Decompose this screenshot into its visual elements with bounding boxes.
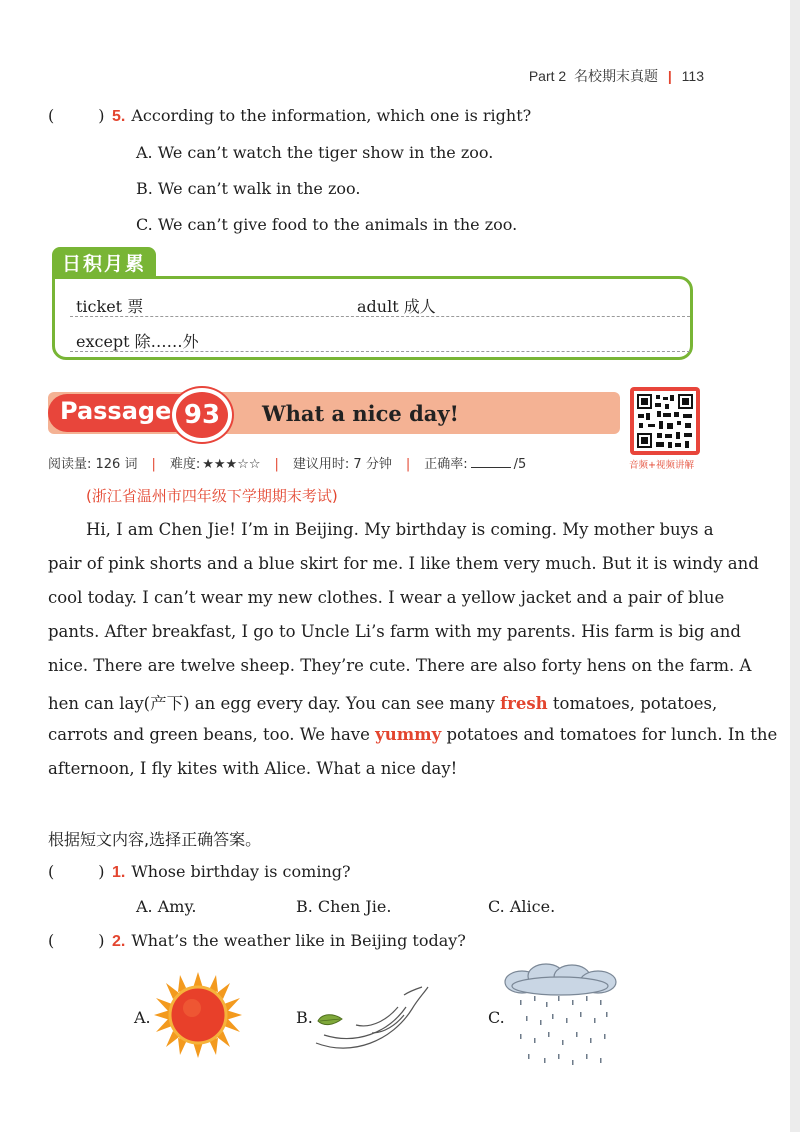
qr-caption: 音频+视频讲解 — [629, 460, 694, 471]
vocab-item: except 除……外 — [76, 332, 199, 351]
option-a[interactable]: A. Amy. — [136, 897, 197, 916]
answer-paren-open[interactable]: ( — [48, 931, 55, 950]
page-header — [529, 66, 704, 86]
passage-line: pants. After breakfast, I go to Uncle Li’s farm with my parents. His farm is big and — [48, 622, 741, 641]
passage-line: Hi, I am Chen Jie! I’m in Beijing. My birthday is coming. My mother buys a — [86, 520, 714, 539]
difficulty-label: 难度: — [169, 457, 201, 472]
option-b[interactable]: B. — [296, 1008, 313, 1027]
sun-icon — [152, 970, 244, 1060]
question-2: ( ) 2. What’s the weather like in Beijing today? — [48, 931, 466, 950]
reading-count: 阅读量: 126 词 — [48, 457, 138, 472]
question-1: ( ) 1. Whose birthday is coming? — [48, 862, 351, 881]
option-a[interactable]: A. We can’t watch the tiger show in the zoo. — [136, 143, 494, 162]
accuracy-label: 正确率: — [424, 457, 468, 472]
rain-cloud-icon — [500, 962, 624, 1072]
passage-line: nice. There are twelve sheep. They’re cute. There are also forty hens on the farm. A — [48, 656, 752, 675]
option-a[interactable]: A. — [134, 1008, 151, 1027]
question-number: 5. — [112, 108, 126, 125]
question-number: 2. — [112, 933, 126, 950]
passage-line: cool today. I can’t wear my new clothes. I wear a yellow jacket and a pair of blue — [48, 588, 725, 607]
option-c[interactable]: C. — [488, 1008, 505, 1027]
page-number: 113 — [681, 68, 704, 84]
passage-line: afternoon, I fly kites with Alice. What a nice day! — [48, 759, 458, 778]
question-text: According to the information, which one is right? — [131, 106, 532, 125]
header-divider: | — [667, 68, 672, 84]
vocab-tab — [52, 247, 156, 277]
wind-icon — [312, 985, 432, 1055]
question-5 — [48, 106, 531, 126]
highlight-word: yummy — [375, 725, 442, 744]
option-b[interactable]: B. We can’t walk in the zoo. — [136, 179, 361, 198]
instruction: 根据短文内容,选择正确答案。 — [48, 830, 262, 849]
accuracy-total: /5 — [513, 457, 527, 472]
answer-paren-open[interactable]: ( — [48, 862, 55, 881]
header-section: 名校期末真题 — [573, 68, 658, 84]
highlight-word: fresh — [500, 694, 548, 713]
passage-number: 93 — [183, 400, 221, 430]
option-b[interactable]: B. Chen Jie. — [296, 897, 392, 916]
vocab-item: adult 成人 — [357, 297, 436, 316]
header-part: Part 2 — [528, 68, 567, 84]
difficulty-stars: ★★★☆☆ — [202, 457, 261, 472]
answer-paren-open[interactable]: ( — [48, 106, 55, 125]
passage-title: What a nice day! — [262, 401, 459, 426]
passage-label-pill — [48, 394, 184, 432]
option-c[interactable]: C. We can’t give food to the animals in the zoo. — [136, 215, 518, 234]
suggested-time: 建议用时: 7 分钟 — [292, 457, 392, 472]
option-c[interactable]: C. Alice. — [488, 897, 556, 916]
question-number: 1. — [112, 864, 126, 881]
vocab-title: 日积月累 — [62, 253, 147, 275]
passage-line: pair of pink shorts and a blue skirt for me. I like them very much. But it is windy and — [48, 554, 759, 573]
question-text: Whose birthday is coming? — [131, 862, 351, 881]
answer-paren-close: ) — [98, 106, 105, 125]
passage-line: carrots and green beans, too. We have yummy potatoes and tomatoes for lunch. In the — [48, 725, 778, 744]
passage-label: Passage — [60, 397, 172, 425]
vocab-item: ticket 票 — [76, 297, 144, 316]
passage-info: 阅读量: 126 词 | 难度: ★★★☆☆ | 建议用时: 7 分钟 | 正确率: /5 — [48, 457, 527, 472]
passage-line: hen can lay(产下) an egg every day. You can see many fresh tomatoes, potatoes, — [48, 694, 718, 713]
page-edge — [790, 0, 800, 1132]
passage-source: (浙江省温州市四年级下学期期末考试) — [86, 487, 338, 505]
accuracy-blank[interactable] — [471, 467, 511, 468]
qr-code-icon[interactable] — [630, 387, 700, 455]
question-text: What’s the weather like in Beijing today? — [131, 931, 466, 950]
passage-number-badge — [172, 388, 232, 442]
